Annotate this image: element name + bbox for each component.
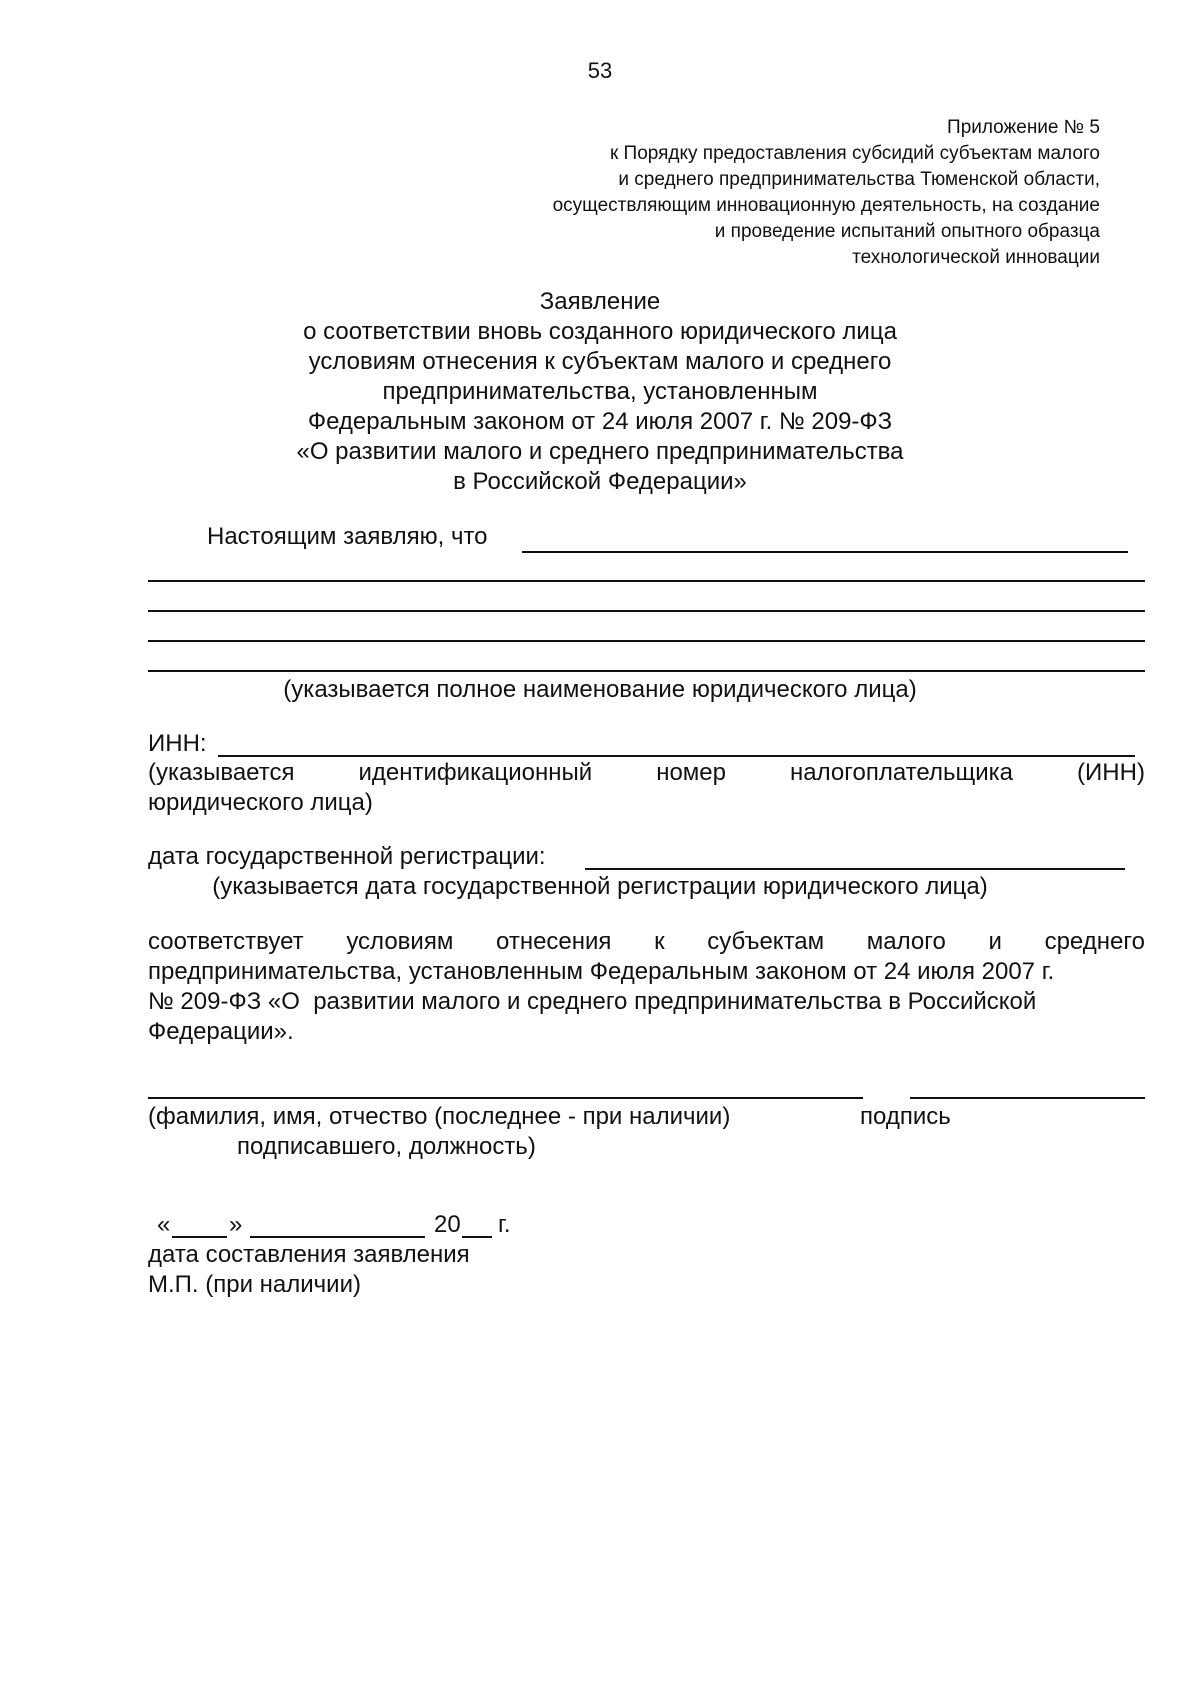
- inn-field[interactable]: [218, 755, 1135, 757]
- conformity-word: малого: [866, 928, 946, 955]
- entity-name-field[interactable]: [522, 551, 1128, 553]
- appendix-line: Приложение № 5: [947, 117, 1100, 138]
- registration-date-field[interactable]: [585, 868, 1125, 870]
- title-line: о соответствии вновь созданного юридического лица: [303, 318, 897, 345]
- document-title: [150, 287, 1050, 497]
- entity-name-field-line[interactable]: [148, 670, 1145, 672]
- appendix-reference: [400, 115, 1100, 271]
- appendix-line: и проведение испытаний опытного образца: [714, 221, 1100, 242]
- signer-name-field[interactable]: [148, 1097, 863, 1099]
- date-open-quote: «: [157, 1211, 171, 1238]
- conformity-line: № 209-ФЗ «О развитии малого и среднего предпринимательства в Российской: [148, 988, 1037, 1015]
- appendix-line: и среднего предпринимательства Тюменской области,: [618, 169, 1100, 190]
- entity-name-hint: (указывается полное наименование юридического лица): [283, 676, 917, 703]
- appendix-line: технологической инновации: [852, 247, 1100, 268]
- signature-label: подпись: [860, 1103, 951, 1130]
- conformity-word: среднего: [1044, 928, 1145, 955]
- conformity-line: предпринимательства, установленным Федеральным законом от 24 июля 2007 г.: [148, 958, 1055, 985]
- conformity-line: [148, 927, 1145, 957]
- date-label: дата составления заявления: [148, 1241, 470, 1268]
- day-field[interactable]: [172, 1236, 227, 1238]
- year-prefix: 20: [434, 1211, 461, 1238]
- inn-hint-word: налогоплательщика: [790, 759, 1013, 786]
- inn-hint-word: (ИНН): [1077, 759, 1145, 786]
- signer-name-hint: (фамилия, имя, отчество (последнее - при наличии): [148, 1103, 731, 1130]
- title-line: условиям отнесения к субъектам малого и среднего: [308, 348, 892, 375]
- entity-name-field-line[interactable]: [148, 640, 1145, 642]
- conformity-word: к: [654, 928, 665, 955]
- year-suffix: г.: [498, 1211, 511, 1238]
- conformity-word: соответствует: [148, 928, 304, 955]
- inn-hint: [148, 758, 1145, 788]
- inn-hint-word: (указывается: [148, 759, 295, 786]
- conformity-word: и: [988, 928, 1002, 955]
- registration-hint: (указывается дата государственной регистрации юридического лица): [212, 873, 988, 900]
- appendix-line: осуществляющим инновационную деятельность, на создание: [552, 195, 1100, 216]
- entity-name-field-line[interactable]: [148, 580, 1145, 582]
- title-line: в Российской Федерации»: [453, 468, 747, 495]
- conformity-word: отнесения: [496, 928, 612, 955]
- registration-label: дата государственной регистрации:: [148, 843, 546, 870]
- year-field[interactable]: [462, 1236, 492, 1238]
- month-field[interactable]: [250, 1236, 425, 1238]
- date-close-quote: »: [229, 1211, 243, 1238]
- page-number: 53: [587, 58, 613, 83]
- title-line: «О развитии малого и среднего предпринимательства: [296, 438, 904, 465]
- conformity-word: условиям: [346, 928, 454, 955]
- signer-name-hint-continued: подписавшего, должность): [237, 1133, 536, 1160]
- inn-label: ИНН:: [148, 730, 207, 757]
- statement-intro: Настоящим заявляю, что: [207, 523, 488, 550]
- inn-hint-word: номер: [656, 759, 726, 786]
- conformity-word: субъектам: [707, 928, 825, 955]
- entity-name-field-line[interactable]: [148, 610, 1145, 612]
- stamp-label: М.П. (при наличии): [148, 1271, 361, 1298]
- appendix-line: к Порядку предоставления субсидий субъектам малого: [609, 143, 1100, 164]
- title-line: Федеральным законом от 24 июля 2007 г. № 209-ФЗ: [307, 408, 893, 435]
- inn-hint-continued: юридического лица): [148, 789, 373, 816]
- title-line: Заявление: [539, 288, 661, 315]
- inn-hint-word: идентификационный: [358, 759, 593, 786]
- title-line: предпринимательства, установленным: [382, 378, 818, 405]
- signature-field[interactable]: [910, 1097, 1145, 1099]
- conformity-line: Федерации».: [148, 1018, 294, 1045]
